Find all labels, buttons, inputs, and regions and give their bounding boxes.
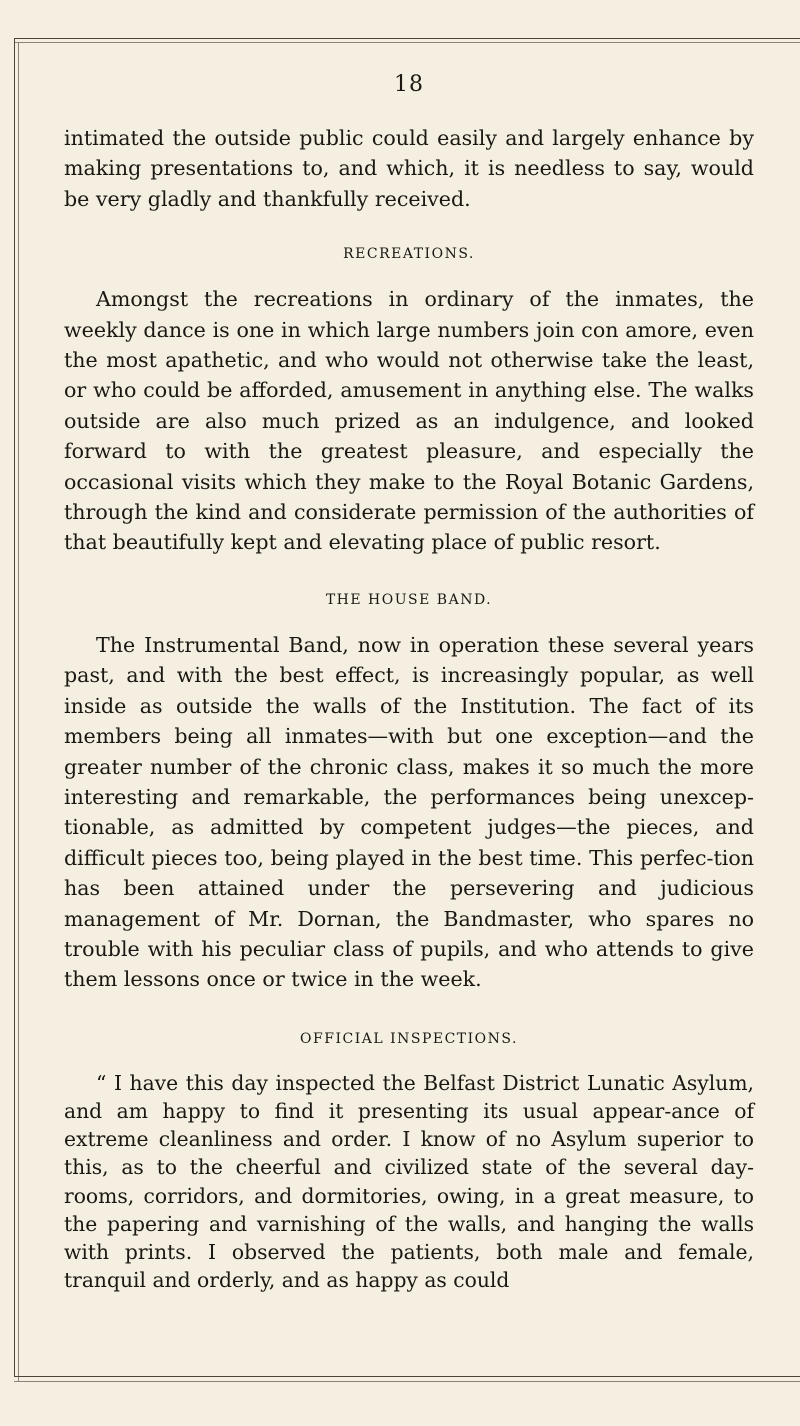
official-inspection-quote: “ I have this day inspected the Belfast District Lunatic Asylum, and am happy to find it presenting its usual appear-ance of extreme cleanliness and order. I know of no Asylum superior to this, as to the cheerful and civilized state of the several day-rooms, corridors, and dormitories, owing, in a great measure, to the papering and varnishing of the walls, and hanging the walls with prints. I observed the patients, both male and female, tranquil and orderly, and as happy as could [64, 1070, 754, 1293]
page-number: 18 [394, 72, 424, 97]
heading-official-inspections: OFFICIAL INSPECTIONS. [300, 1030, 518, 1047]
page-border-left-inner [18, 42, 19, 1381]
page-border-top [14, 38, 800, 39]
page-content [64, 72, 754, 1294]
heading-recreations: RECREATIONS. [343, 246, 475, 263]
heading-house-band: THE HOUSE BAND. [325, 591, 493, 608]
page-border-bottom [14, 1376, 800, 1377]
recreations-paragraph: Amongst the recreations in ordinary of the inmates, the weekly dance is one in which large numbers join con amore, even the most apathetic, and who would not otherwise take the least, or who could be afforded, amusement in anything else. The walks outside are also much prized as an indulgence, and looked forward to with the greatest pleasure, and especially the occasional visits which they make to the Royal Botanic Gardens, through the kind and considerate permission of the authorities of that beautifully kept and elevating place of public resort. [64, 287, 754, 555]
page-border-top-inner [14, 42, 800, 43]
page-border-left [14, 38, 15, 1376]
band-paragraph: The Instrumental Band, now in operation these several years past, and with the best effect, is increasingly popular, as well inside as outside the walls of the Institution. The fact of its members being all inmates—with but one exception—and the greater number of the chronic class, makes it so much the more interesting and remarkable, the performances being unexcep-tionable, as admitted by competent judges—the pieces, and difficult pieces too, being played in the best time. This perfec-tion has been attained under the persevering and judicious management of Mr. Dornan, the Bandmaster, who spares no trouble with his peculiar class of pupils, and who attends to give them lessons once or twice in the week. [64, 632, 754, 992]
page-border-bottom-inner [14, 1381, 800, 1382]
intro-paragraph: intimated the outside public could easily and largely enhance by making presentations to, and which, it is needless to say, would be very gladly and thankfully received. [64, 126, 754, 211]
